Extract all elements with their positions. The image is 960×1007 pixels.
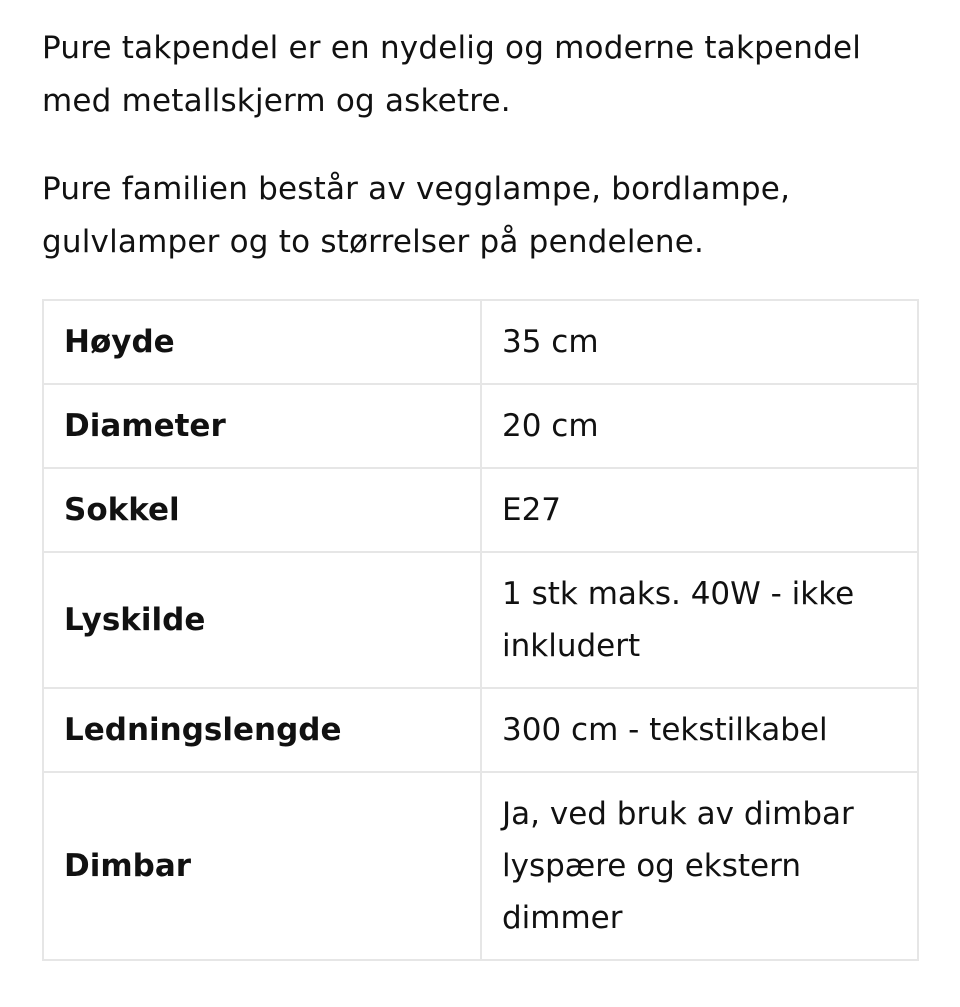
- product-description: [0, 0, 960, 269]
- spec-row-cord-length: [43, 688, 918, 772]
- spec-label: Ledningslengde: [43, 688, 481, 772]
- spec-row-diameter: [43, 384, 918, 468]
- spec-value: E27: [481, 468, 918, 552]
- spec-value: 300 cm - tekstilkabel: [481, 688, 918, 772]
- spec-value: Ja, ved bruk av dimbar lyspære og ekstern dimmer: [481, 772, 918, 960]
- spec-label: Lyskilde: [43, 552, 481, 688]
- spec-value: 35 cm: [481, 300, 918, 384]
- spec-row-socket: [43, 468, 918, 552]
- spec-label: Høyde: [43, 300, 481, 384]
- spec-row-height: [43, 300, 918, 384]
- spec-label: Diameter: [43, 384, 481, 468]
- spec-table: [42, 299, 919, 961]
- spec-value: 20 cm: [481, 384, 918, 468]
- description-paragraph: Pure familien består av vegglampe, bordlampe, gulvlamper og to størrelser på pendelene.: [42, 171, 791, 260]
- spec-row-dimmable: [43, 772, 918, 960]
- spec-label: Sokkel: [43, 468, 481, 552]
- description-paragraph: Pure takpendel er en nydelig og moderne takpendel med metallskjerm og asketre.: [42, 30, 862, 119]
- spec-value: 1 stk maks. 40W - ikke inkludert: [481, 552, 918, 688]
- spec-label: Dimbar: [43, 772, 481, 960]
- spec-row-light-source: [43, 552, 918, 688]
